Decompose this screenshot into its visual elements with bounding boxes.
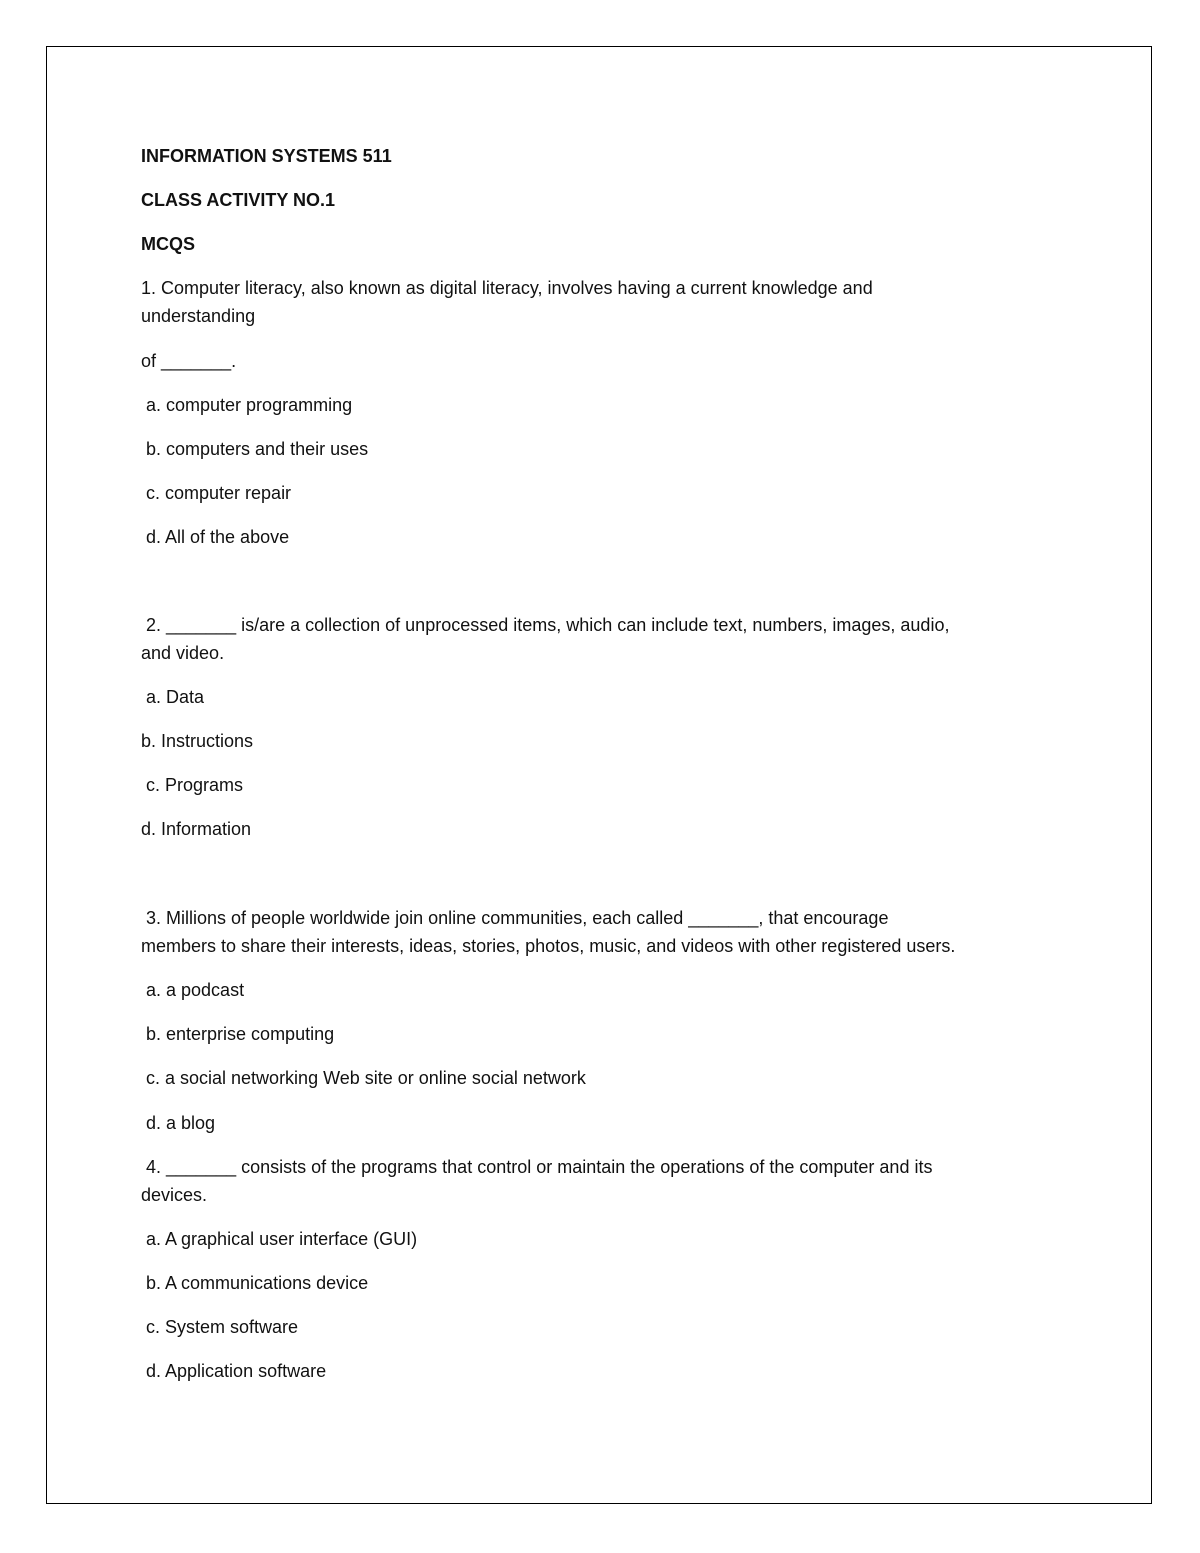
question-4-option-d: d. Application software <box>141 1361 327 1381</box>
question-1-stem-line-3: of _______. <box>141 351 237 371</box>
question-4-option-c: c. System software <box>141 1317 299 1337</box>
question-1-stem-line-1: 1. Computer literacy, also known as digital literacy, involves having a current knowledge and <box>141 278 873 298</box>
question-2-option-d: d. Information <box>141 819 252 839</box>
question-3-option-a: a. a podcast <box>141 980 245 1000</box>
question-1-option-d: d. All of the above <box>141 527 290 547</box>
question-2-option-b: b. Instructions <box>141 731 254 751</box>
question-2-stem-line-1: 2. _______ is/are a collection of unprocessed items, which can include text, numbers, images, audio, <box>141 615 950 635</box>
course-title: INFORMATION SYSTEMS 511 <box>141 146 392 166</box>
question-4-option-b: b. A communications device <box>141 1273 369 1293</box>
activity-title: CLASS ACTIVITY NO.1 <box>141 190 336 210</box>
question-3-stem-line-2: members to share their interests, ideas, stories, photos, music, and videos with other registered users. <box>141 936 956 956</box>
question-1-stem-line-2: understanding <box>141 306 256 326</box>
question-4-stem-line-1: 4. _______ consists of the programs that control or maintain the operations of the computer and its <box>141 1157 933 1177</box>
question-4-option-a: a. A graphical user interface (GUI) <box>141 1229 418 1249</box>
question-1-option-a: a. computer programming <box>141 395 353 415</box>
question-3-option-d: d. a blog <box>141 1113 216 1133</box>
question-4-stem-line-2: devices. <box>141 1185 208 1205</box>
question-3-option-b: b. enterprise computing <box>141 1024 335 1044</box>
question-2-option-c: c. Programs <box>141 775 244 795</box>
question-2-option-a: a. Data <box>141 687 205 707</box>
question-1-option-c: c. computer repair <box>141 483 292 503</box>
question-3-stem-line-1: 3. Millions of people worldwide join online communities, each called _______, that encourage <box>141 908 889 928</box>
question-3-option-c: c. a social networking Web site or online social network <box>141 1068 586 1088</box>
question-1-option-b: b. computers and their uses <box>141 439 369 459</box>
question-2-stem-line-2: and video. <box>141 643 225 663</box>
section-title: MCQS <box>141 234 195 254</box>
